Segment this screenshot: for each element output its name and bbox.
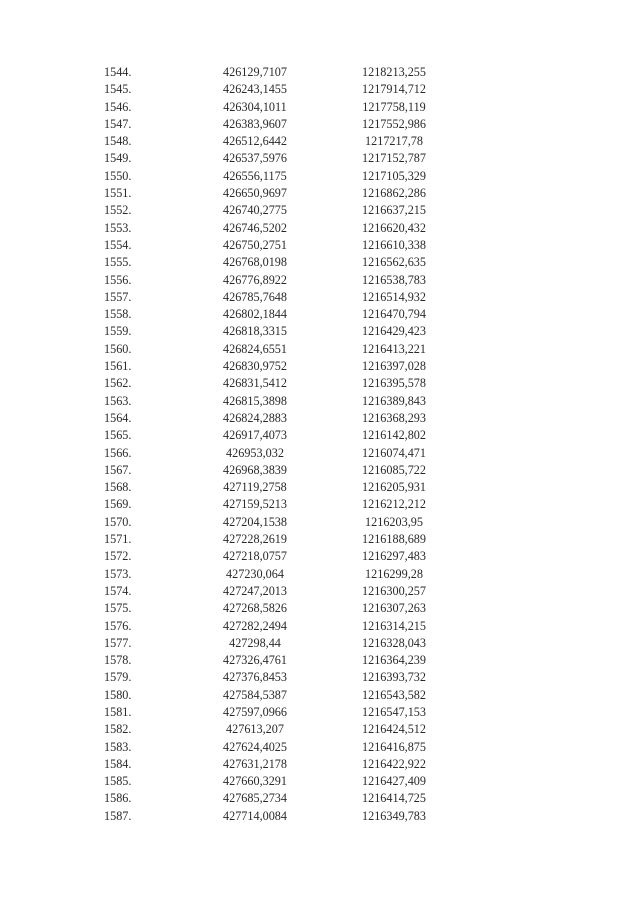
table-row (0, 341, 640, 358)
y-coordinate: 1217914,712 (362, 82, 426, 97)
point-number: 1551. (104, 186, 132, 201)
y-coordinate: 1216142,802 (362, 428, 426, 443)
x-coordinate: 426917,4073 (223, 428, 287, 443)
x-coordinate: 426556,1175 (223, 168, 287, 183)
table-row (0, 514, 640, 531)
table-row (0, 289, 640, 306)
y-coordinate: 1216205,931 (362, 480, 426, 495)
x-coordinate: 427204,1538 (223, 514, 287, 529)
x-coordinate: 427282,2494 (223, 618, 287, 633)
point-number: 1583. (104, 739, 132, 754)
table-row (0, 600, 640, 617)
x-coordinate: 426746,5202 (223, 220, 287, 235)
y-coordinate: 1216547,153 (362, 704, 426, 719)
table-row (0, 306, 640, 323)
y-coordinate: 1218213,255 (362, 65, 426, 79)
table-row (0, 272, 640, 289)
table-row (0, 185, 640, 202)
x-coordinate: 426802,1844 (223, 307, 287, 322)
table-row (0, 652, 640, 669)
point-number: 1548. (104, 134, 132, 149)
table-row (0, 133, 640, 150)
x-coordinate: 427159,5213 (223, 497, 287, 512)
x-coordinate: 426831,5412 (223, 376, 287, 391)
y-coordinate: 1216862,286 (362, 186, 426, 201)
y-coordinate: 1216514,932 (362, 289, 426, 304)
y-coordinate: 1216395,578 (362, 376, 426, 391)
y-coordinate: 1217152,787 (362, 151, 426, 166)
table-row (0, 237, 640, 254)
point-number: 1584. (104, 756, 132, 771)
y-coordinate: 1216424,512 (362, 722, 426, 737)
x-coordinate: 426815,3898 (223, 393, 287, 408)
point-number: 1578. (104, 653, 132, 668)
point-number: 1562. (104, 376, 132, 391)
x-coordinate: 426830,9752 (223, 359, 287, 374)
x-coordinate: 426824,6551 (223, 341, 287, 356)
table-row (0, 566, 640, 583)
y-coordinate: 1216328,043 (362, 635, 426, 650)
table-row (0, 635, 640, 652)
x-coordinate: 426824,2883 (223, 410, 287, 425)
table-row (0, 358, 640, 375)
table-row (0, 687, 640, 704)
y-coordinate: 1216085,722 (362, 462, 426, 477)
point-number: 1554. (104, 237, 132, 252)
table-row (0, 721, 640, 738)
table-row (0, 618, 640, 635)
y-coordinate: 1216416,875 (362, 739, 426, 754)
table-row (0, 669, 640, 686)
x-coordinate: 427376,8453 (223, 670, 287, 685)
point-number: 1569. (104, 497, 132, 512)
x-coordinate: 426785,7648 (223, 289, 287, 304)
x-coordinate: 426968,3839 (223, 462, 287, 477)
x-coordinate: 426304,1011 (223, 99, 287, 114)
point-number: 1580. (104, 687, 132, 702)
point-number: 1585. (104, 774, 132, 789)
table-row (0, 168, 640, 185)
table-row (0, 393, 640, 410)
x-coordinate: 427247,2013 (223, 583, 287, 598)
point-number: 1564. (104, 410, 132, 425)
point-number: 1568. (104, 480, 132, 495)
table-row (0, 756, 640, 773)
point-number: 1586. (104, 791, 132, 806)
point-number: 1547. (104, 116, 132, 131)
x-coordinate: 426129,7107 (223, 65, 287, 79)
point-number: 1575. (104, 601, 132, 616)
x-coordinate: 426650,9697 (223, 186, 287, 201)
y-coordinate: 1216212,212 (362, 497, 426, 512)
point-number: 1567. (104, 462, 132, 477)
x-coordinate: 426750,2751 (223, 237, 287, 252)
y-coordinate: 1216389,843 (362, 393, 426, 408)
y-coordinate: 1216349,783 (362, 808, 426, 823)
point-number: 1545. (104, 82, 132, 97)
y-coordinate: 1216620,432 (362, 220, 426, 235)
y-coordinate: 1216364,239 (362, 653, 426, 668)
y-coordinate: 1216413,221 (362, 341, 426, 356)
table-row (0, 64, 640, 81)
x-coordinate: 426768,0198 (223, 255, 287, 270)
y-coordinate: 1216203,95 (365, 514, 423, 529)
point-number: 1570. (104, 514, 132, 529)
table-row (0, 496, 640, 513)
table-row (0, 150, 640, 167)
point-number: 1552. (104, 203, 132, 218)
table-row (0, 99, 640, 116)
x-coordinate: 426953,032 (226, 445, 284, 460)
table-row (0, 445, 640, 462)
table-row (0, 375, 640, 392)
table-row (0, 739, 640, 756)
table-row (0, 254, 640, 271)
table-row (0, 583, 640, 600)
point-number: 1558. (104, 307, 132, 322)
table-row (0, 548, 640, 565)
x-coordinate: 427631,2178 (223, 756, 287, 771)
y-coordinate: 1216397,028 (362, 359, 426, 374)
coordinate-table (0, 64, 640, 825)
y-coordinate: 1216074,471 (362, 445, 426, 460)
table-row (0, 808, 640, 825)
x-coordinate: 426776,8922 (223, 272, 287, 287)
point-number: 1544. (104, 65, 132, 79)
x-coordinate: 426383,9607 (223, 116, 287, 131)
point-number: 1573. (104, 566, 132, 581)
table-row (0, 479, 640, 496)
y-coordinate: 1217758,119 (362, 99, 426, 114)
point-number: 1572. (104, 549, 132, 564)
point-number: 1549. (104, 151, 132, 166)
x-coordinate: 426512,6442 (223, 134, 287, 149)
table-row (0, 202, 640, 219)
point-number: 1571. (104, 532, 132, 547)
x-coordinate: 427624,4025 (223, 739, 287, 754)
y-coordinate: 1216314,215 (362, 618, 426, 633)
y-coordinate: 1216307,263 (362, 601, 426, 616)
point-number: 1582. (104, 722, 132, 737)
y-coordinate: 1216429,423 (362, 324, 426, 339)
point-number: 1579. (104, 670, 132, 685)
y-coordinate: 1216188,689 (362, 532, 426, 547)
y-coordinate: 1216637,215 (362, 203, 426, 218)
y-coordinate: 1217552,986 (362, 116, 426, 131)
y-coordinate: 1216299,28 (365, 566, 423, 581)
point-number: 1587. (104, 808, 132, 823)
y-coordinate: 1216470,794 (362, 307, 426, 322)
point-number: 1577. (104, 635, 132, 650)
point-number: 1555. (104, 255, 132, 270)
y-coordinate: 1217105,329 (362, 168, 426, 183)
point-number: 1546. (104, 99, 132, 114)
point-number: 1561. (104, 359, 132, 374)
x-coordinate: 427685,2734 (223, 791, 287, 806)
point-number: 1559. (104, 324, 132, 339)
table-row (0, 410, 640, 427)
x-coordinate: 427298,44 (229, 635, 281, 650)
y-coordinate: 1216543,582 (362, 687, 426, 702)
y-coordinate: 1216393,732 (362, 670, 426, 685)
table-row (0, 790, 640, 807)
table-row (0, 323, 640, 340)
x-coordinate: 426243,1455 (223, 82, 287, 97)
y-coordinate: 1216414,725 (362, 791, 426, 806)
x-coordinate: 426537,5976 (223, 151, 287, 166)
point-number: 1553. (104, 220, 132, 235)
table-row (0, 704, 640, 721)
x-coordinate: 427326,4761 (223, 653, 287, 668)
point-number: 1581. (104, 704, 132, 719)
point-number: 1557. (104, 289, 132, 304)
x-coordinate: 427714,0084 (223, 808, 287, 823)
point-number: 1550. (104, 168, 132, 183)
x-coordinate: 427119,2758 (223, 480, 287, 495)
point-number: 1576. (104, 618, 132, 633)
table-row (0, 116, 640, 133)
y-coordinate: 1216610,338 (362, 237, 426, 252)
x-coordinate: 427230,064 (226, 566, 284, 581)
x-coordinate: 426818,3315 (223, 324, 287, 339)
y-coordinate: 1216562,635 (362, 255, 426, 270)
y-coordinate: 1216300,257 (362, 583, 426, 598)
y-coordinate: 1216538,783 (362, 272, 426, 287)
y-coordinate: 1216427,409 (362, 774, 426, 789)
point-number: 1560. (104, 341, 132, 356)
y-coordinate: 1216368,293 (362, 410, 426, 425)
table-row (0, 220, 640, 237)
x-coordinate: 427597,0966 (223, 704, 287, 719)
table-row (0, 773, 640, 790)
x-coordinate: 427228,2619 (223, 532, 287, 547)
x-coordinate: 427268,5826 (223, 601, 287, 616)
point-number: 1556. (104, 272, 132, 287)
table-row (0, 462, 640, 479)
y-coordinate: 1216422,922 (362, 756, 426, 771)
y-coordinate: 1217217,78 (365, 134, 423, 149)
table-row (0, 531, 640, 548)
y-coordinate: 1216297,483 (362, 549, 426, 564)
point-number: 1563. (104, 393, 132, 408)
point-number: 1574. (104, 583, 132, 598)
x-coordinate: 427613,207 (226, 722, 284, 737)
x-coordinate: 427218,0757 (223, 549, 287, 564)
x-coordinate: 427660,3291 (223, 774, 287, 789)
point-number: 1566. (104, 445, 132, 460)
x-coordinate: 427584,5387 (223, 687, 287, 702)
x-coordinate: 426740,2775 (223, 203, 287, 218)
point-number: 1565. (104, 428, 132, 443)
table-row (0, 427, 640, 444)
table-row (0, 81, 640, 98)
